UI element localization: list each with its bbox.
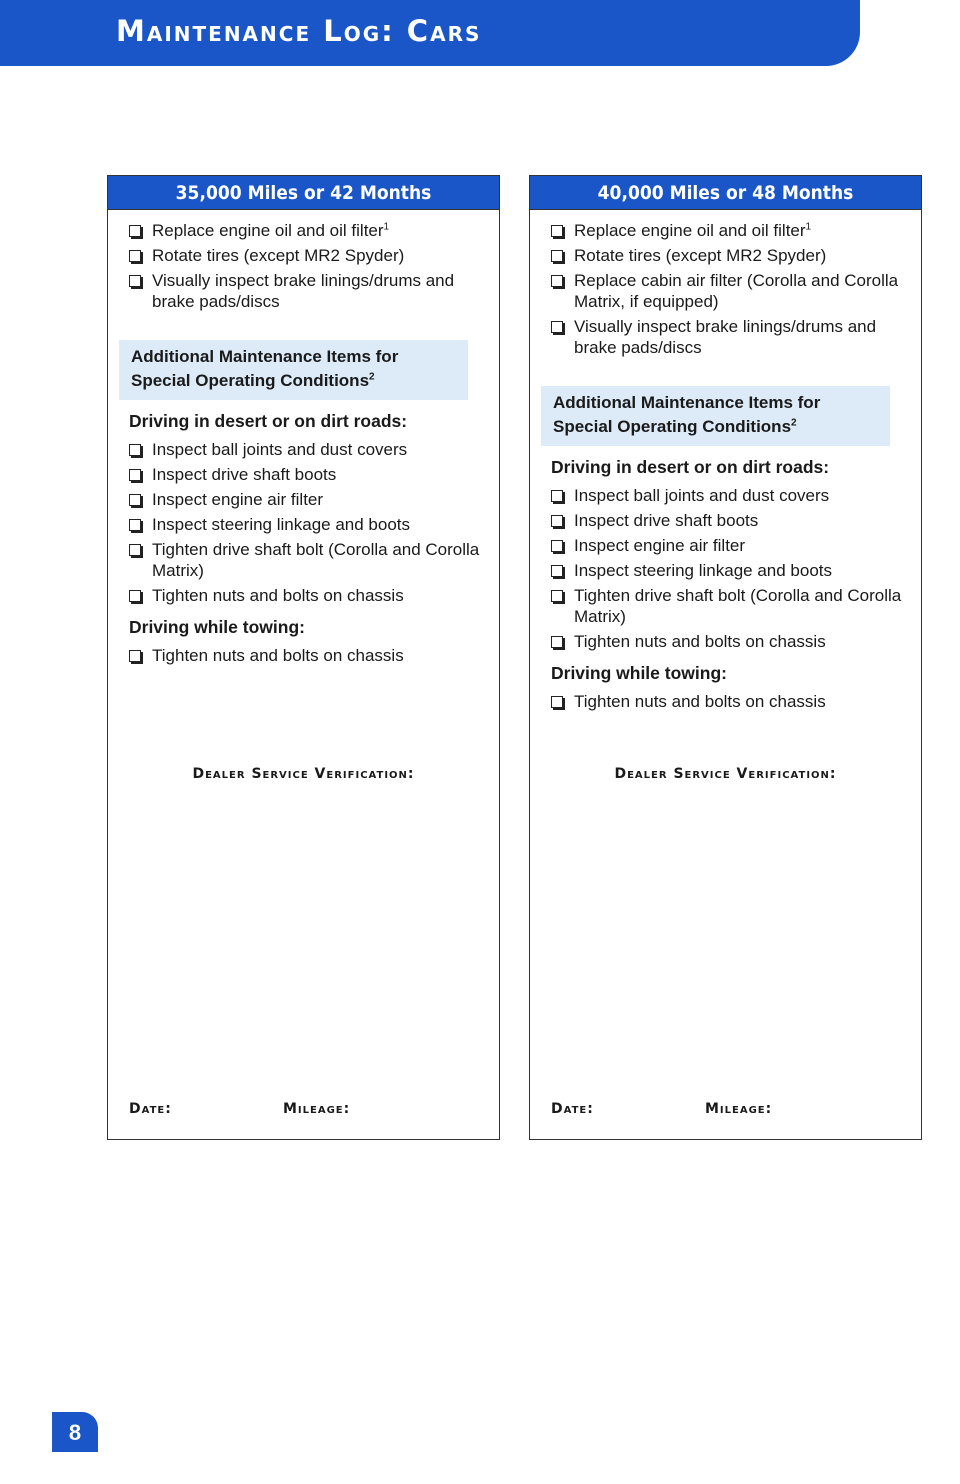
item-text: Tighten nuts and bolts on chassis — [574, 692, 826, 711]
page-title: Maintenance Log: Cars — [116, 14, 482, 48]
desert-items-list — [108, 439, 499, 606]
list-item[interactable] — [551, 220, 911, 241]
list-item[interactable] — [551, 691, 911, 712]
list-item[interactable] — [129, 220, 489, 241]
dealer-verification-label: Dealer Service Verification: — [192, 766, 415, 782]
list-item[interactable] — [129, 270, 489, 312]
item-text: Tighten nuts and bolts on chassis — [574, 632, 826, 651]
checkbox[interactable] — [551, 275, 563, 287]
date-label: Date: — [129, 1101, 172, 1117]
maintenance-panel-35000 — [107, 175, 500, 1140]
special-conditions-box — [119, 340, 468, 400]
checkbox[interactable] — [551, 515, 563, 527]
desert-items-list — [530, 485, 921, 652]
checkbox[interactable] — [551, 590, 563, 602]
towing-condition-label: Driving while towing: — [551, 663, 727, 683]
regular-items-list — [108, 220, 499, 312]
list-item[interactable] — [129, 585, 489, 606]
list-item[interactable] — [129, 645, 489, 666]
item-text: Rotate tires (except MR2 Spyder) — [574, 246, 827, 265]
item-text: Tighten nuts and bolts on chassis — [152, 586, 404, 605]
checkbox[interactable] — [129, 590, 141, 602]
towing-condition-label: Driving while towing: — [129, 617, 305, 637]
checkbox[interactable] — [551, 696, 563, 708]
list-item[interactable] — [129, 539, 489, 581]
checkbox[interactable] — [129, 469, 141, 481]
towing-items-list — [108, 645, 499, 666]
footnote-marker: 1 — [805, 221, 812, 233]
item-text: Inspect drive shaft boots — [574, 511, 759, 530]
checkbox[interactable] — [129, 544, 141, 556]
checkbox[interactable] — [551, 636, 563, 648]
item-text: Tighten drive shaft bolt (Corolla and Corolla Matrix) — [574, 586, 902, 626]
item-text: Inspect steering linkage and boots — [152, 515, 411, 534]
list-item[interactable] — [551, 485, 911, 506]
checkbox[interactable] — [551, 225, 563, 237]
checkbox[interactable] — [129, 444, 141, 456]
desert-condition-label: Driving in desert or on dirt roads: — [551, 457, 830, 477]
item-text: Inspect engine air filter — [152, 490, 324, 509]
footnote-marker: 1 — [383, 221, 390, 233]
item-text: Rotate tires (except MR2 Spyder) — [152, 246, 405, 265]
checkbox[interactable] — [129, 250, 141, 262]
item-text: Replace engine oil and oil filter — [152, 221, 384, 240]
item-text: Visually inspect brake linings/drums and brake pads/discs — [574, 317, 877, 357]
footnote-marker: 2 — [791, 417, 797, 429]
item-text: Tighten nuts and bolts on chassis — [152, 646, 404, 665]
checkbox[interactable] — [551, 250, 563, 262]
list-item[interactable] — [129, 439, 489, 460]
checkbox[interactable] — [551, 321, 563, 333]
list-item[interactable] — [551, 535, 911, 556]
list-item[interactable] — [551, 245, 911, 266]
list-item[interactable] — [551, 631, 911, 652]
list-item[interactable] — [551, 560, 911, 581]
checkbox[interactable] — [129, 225, 141, 237]
special-conditions-title: Additional Maintenance Items for Special Operating Conditions — [131, 347, 399, 390]
page-number: 8 — [52, 1412, 98, 1452]
item-text: Inspect drive shaft boots — [152, 465, 337, 484]
item-text: Inspect ball joints and dust covers — [574, 486, 830, 505]
panel-heading: 40,000 Miles or 48 Months — [530, 176, 921, 210]
checkbox[interactable] — [129, 519, 141, 531]
item-text: Visually inspect brake linings/drums and brake pads/discs — [152, 271, 455, 311]
item-text: Inspect ball joints and dust covers — [152, 440, 408, 459]
checkbox[interactable] — [129, 275, 141, 287]
special-conditions-box — [541, 386, 890, 446]
list-item[interactable] — [551, 585, 911, 627]
item-text: Replace engine oil and oil filter — [574, 221, 806, 240]
checkbox[interactable] — [129, 650, 141, 662]
special-conditions-title: Additional Maintenance Items for Special Operating Conditions — [553, 393, 821, 436]
list-item[interactable] — [129, 514, 489, 535]
footnote-marker: 2 — [369, 371, 375, 383]
item-text: Replace cabin air filter (Corolla and Corolla Matrix, if equipped) — [574, 271, 899, 311]
checkbox[interactable] — [551, 565, 563, 577]
date-label: Date: — [551, 1101, 594, 1117]
list-item[interactable] — [551, 510, 911, 531]
towing-items-list — [530, 691, 921, 712]
regular-items-list — [530, 220, 921, 358]
checkbox[interactable] — [551, 540, 563, 552]
list-item[interactable] — [129, 464, 489, 485]
desert-condition-label: Driving in desert or on dirt roads: — [129, 411, 408, 431]
list-item[interactable] — [551, 270, 911, 312]
panel-heading: 35,000 Miles or 42 Months — [108, 176, 499, 210]
item-text: Tighten drive shaft bolt (Corolla and Corolla Matrix) — [152, 540, 480, 580]
mileage-label: Mileage: — [283, 1101, 351, 1117]
mileage-label: Mileage: — [705, 1101, 773, 1117]
item-text: Inspect engine air filter — [574, 536, 746, 555]
dealer-verification-label: Dealer Service Verification: — [614, 766, 837, 782]
header-bar — [0, 0, 860, 66]
list-item[interactable] — [129, 245, 489, 266]
checkbox[interactable] — [129, 494, 141, 506]
list-item[interactable] — [129, 489, 489, 510]
checkbox[interactable] — [551, 490, 563, 502]
maintenance-panel-40000 — [529, 175, 922, 1140]
item-text: Inspect steering linkage and boots — [574, 561, 833, 580]
list-item[interactable] — [551, 316, 911, 358]
